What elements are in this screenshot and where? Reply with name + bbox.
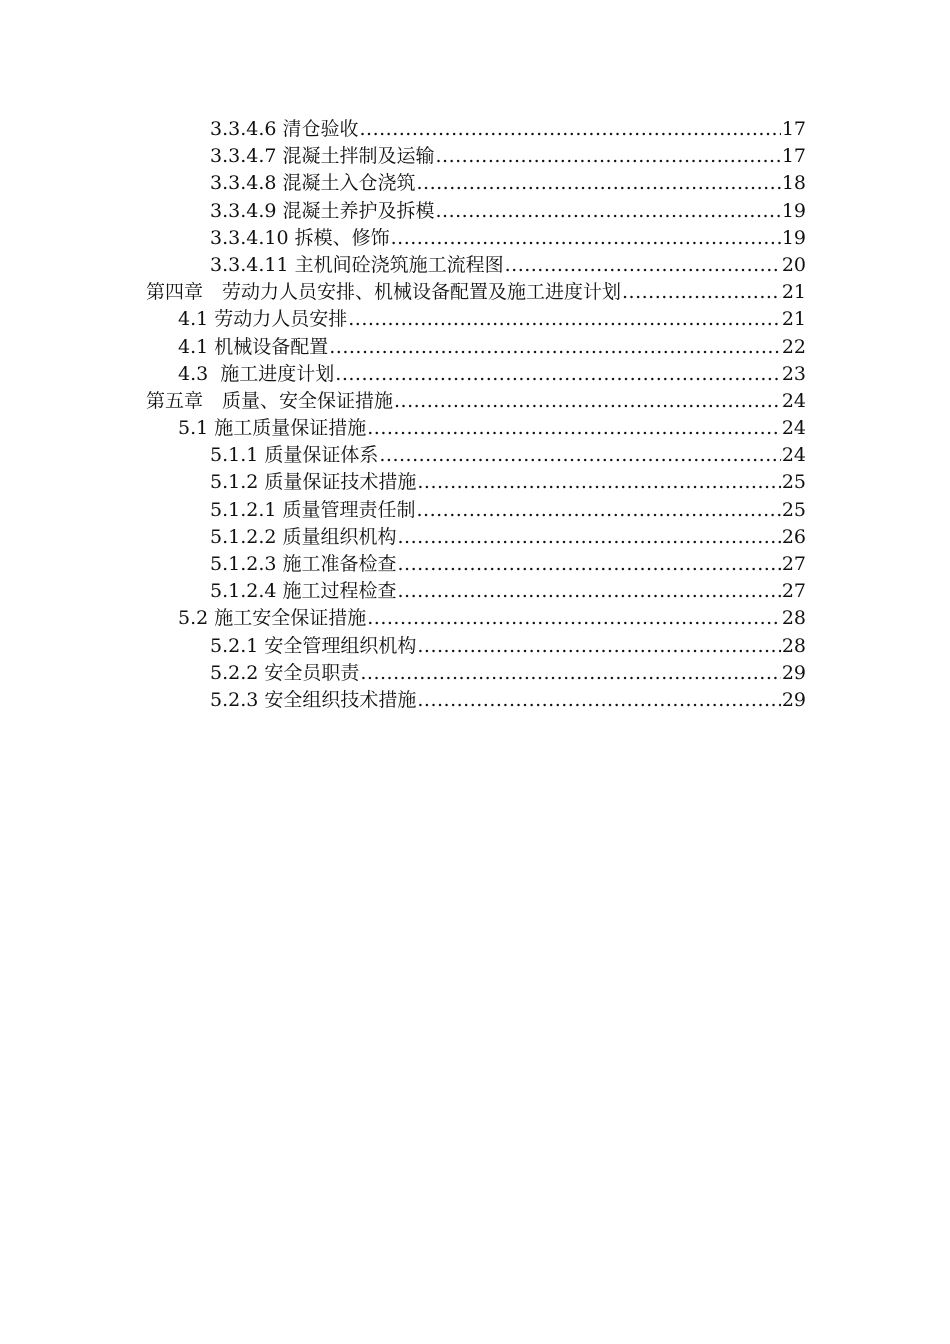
toc-entry[interactable] xyxy=(146,361,806,388)
toc-dot-leader xyxy=(398,551,781,578)
toc-entry-page-number: 24 xyxy=(781,417,806,440)
toc-entry-page-number: 23 xyxy=(781,362,806,385)
toc-entry-title: 5.1.2.3 施工准备检查 xyxy=(210,553,397,575)
toc-entry-page-number: 18 xyxy=(781,172,806,195)
toc-dot-leader xyxy=(367,415,781,442)
toc-entry-page-number: 29 xyxy=(781,661,806,684)
toc-entry[interactable] xyxy=(146,633,806,660)
toc-entry-page-number: 25 xyxy=(781,471,806,494)
toc-entry[interactable] xyxy=(146,415,806,442)
toc-dot-leader xyxy=(417,633,780,660)
toc-dot-leader xyxy=(360,116,781,143)
toc-dot-leader xyxy=(391,225,781,252)
toc-entry-title: 5.1.2.2 质量组织机构 xyxy=(210,525,397,548)
toc-dot-leader xyxy=(398,524,781,551)
toc-entry-title: 5.1.2.1 质量管理责任制 xyxy=(210,498,416,521)
toc-dot-leader xyxy=(417,497,781,524)
toc-entry[interactable] xyxy=(146,660,806,687)
toc-entry-page-number: 22 xyxy=(781,335,806,358)
toc-dot-leader xyxy=(379,442,780,469)
toc-entry[interactable] xyxy=(146,605,806,632)
toc-entry[interactable] xyxy=(146,469,806,496)
toc-entry[interactable] xyxy=(146,252,806,279)
toc-entry-page-number: 17 xyxy=(781,145,806,168)
toc-entry[interactable] xyxy=(146,497,806,524)
toc-entry-title: 3.3.4.8 混凝土入仓浇筑 xyxy=(210,172,416,195)
toc-entry-page-number: 19 xyxy=(781,199,806,222)
toc-entry-page-number: 17 xyxy=(781,118,806,140)
toc-dot-leader xyxy=(394,388,781,415)
toc-entry[interactable] xyxy=(146,388,806,415)
toc-entry-page-number: 21 xyxy=(781,281,806,304)
toc-entry[interactable] xyxy=(146,306,806,333)
toc-entry[interactable] xyxy=(146,116,806,143)
toc-entry-page-number: 27 xyxy=(781,580,806,603)
toc-entry-title: 4.3 施工进度计划 xyxy=(178,362,335,385)
toc-entry-title: 3.3.4.11 主机间砼浇筑施工流程图 xyxy=(210,253,504,276)
toc-entry[interactable] xyxy=(146,578,806,605)
toc-entry[interactable] xyxy=(146,524,806,551)
toc-entry-title: 第五章 质量、安全保证措施 xyxy=(146,389,394,412)
toc-dot-leader xyxy=(622,279,781,306)
toc-entry-page-number: 28 xyxy=(781,607,806,630)
toc-entry-title: 第四章 劳动力人员安排、机械设备配置及施工进度计划 xyxy=(146,281,622,304)
toc-entry-title: 5.1 施工质量保证措施 xyxy=(178,417,367,440)
toc-dot-leader xyxy=(436,143,781,170)
toc-dot-leader xyxy=(417,170,781,197)
toc-entry-title: 3.3.4.10 拆模、修饰 xyxy=(210,226,390,249)
toc-entry[interactable] xyxy=(146,143,806,170)
toc-entry-page-number: 24 xyxy=(781,389,806,412)
toc-dot-leader xyxy=(398,578,781,605)
toc-entry-page-number: 24 xyxy=(781,444,806,467)
toc-entry[interactable] xyxy=(146,442,806,469)
toc-dot-leader xyxy=(417,687,780,714)
toc-entry-page-number: 25 xyxy=(781,498,806,521)
toc-dot-leader xyxy=(335,361,781,388)
toc-entry-page-number: 26 xyxy=(781,525,806,548)
toc-entry[interactable] xyxy=(146,198,806,225)
toc-entry-title: 5.1.1 质量保证体系 xyxy=(210,444,379,467)
toc-entry-page-number: 27 xyxy=(781,553,806,575)
toc-entry[interactable] xyxy=(146,334,806,361)
toc-entry-page-number: 21 xyxy=(781,308,806,331)
toc-entry-title: 5.2.2 安全员职责 xyxy=(210,661,360,684)
toc-entry-title: 5.1.2.4 施工过程检查 xyxy=(210,580,397,603)
toc-entry[interactable] xyxy=(146,279,806,306)
toc-entry[interactable] xyxy=(146,551,806,578)
toc-entry-page-number: 19 xyxy=(781,226,806,249)
table-of-contents xyxy=(146,116,806,714)
toc-dot-leader xyxy=(348,306,781,333)
toc-dot-leader xyxy=(360,660,780,687)
toc-entry-title: 3.3.4.7 混凝土拌制及运输 xyxy=(210,145,435,168)
toc-entry-title: 5.1.2 质量保证技术措施 xyxy=(210,471,417,494)
toc-dot-leader xyxy=(367,605,781,632)
toc-dot-leader xyxy=(329,334,781,361)
toc-dot-leader xyxy=(505,252,781,279)
toc-entry[interactable] xyxy=(146,170,806,197)
toc-entry-page-number: 29 xyxy=(781,688,806,711)
toc-dot-leader xyxy=(436,198,781,225)
toc-entry-title: 5.2.1 安全管理组织机构 xyxy=(210,634,417,657)
toc-entry-title: 3.3.4.9 混凝土养护及拆模 xyxy=(210,199,435,222)
toc-entry-page-number: 20 xyxy=(781,253,806,276)
toc-entry[interactable] xyxy=(146,225,806,252)
toc-dot-leader xyxy=(417,469,780,496)
toc-entry-title: 5.2 施工安全保证措施 xyxy=(178,607,367,630)
toc-entry-page-number: 28 xyxy=(781,634,806,657)
toc-entry[interactable] xyxy=(146,687,806,714)
toc-entry-title: 3.3.4.6 清仓验收 xyxy=(210,118,359,140)
toc-entry-title: 5.2.3 安全组织技术措施 xyxy=(210,688,417,711)
toc-entry-title: 4.1 机械设备配置 xyxy=(178,335,329,358)
toc-entry-title: 4.1 劳动力人员安排 xyxy=(178,308,348,331)
